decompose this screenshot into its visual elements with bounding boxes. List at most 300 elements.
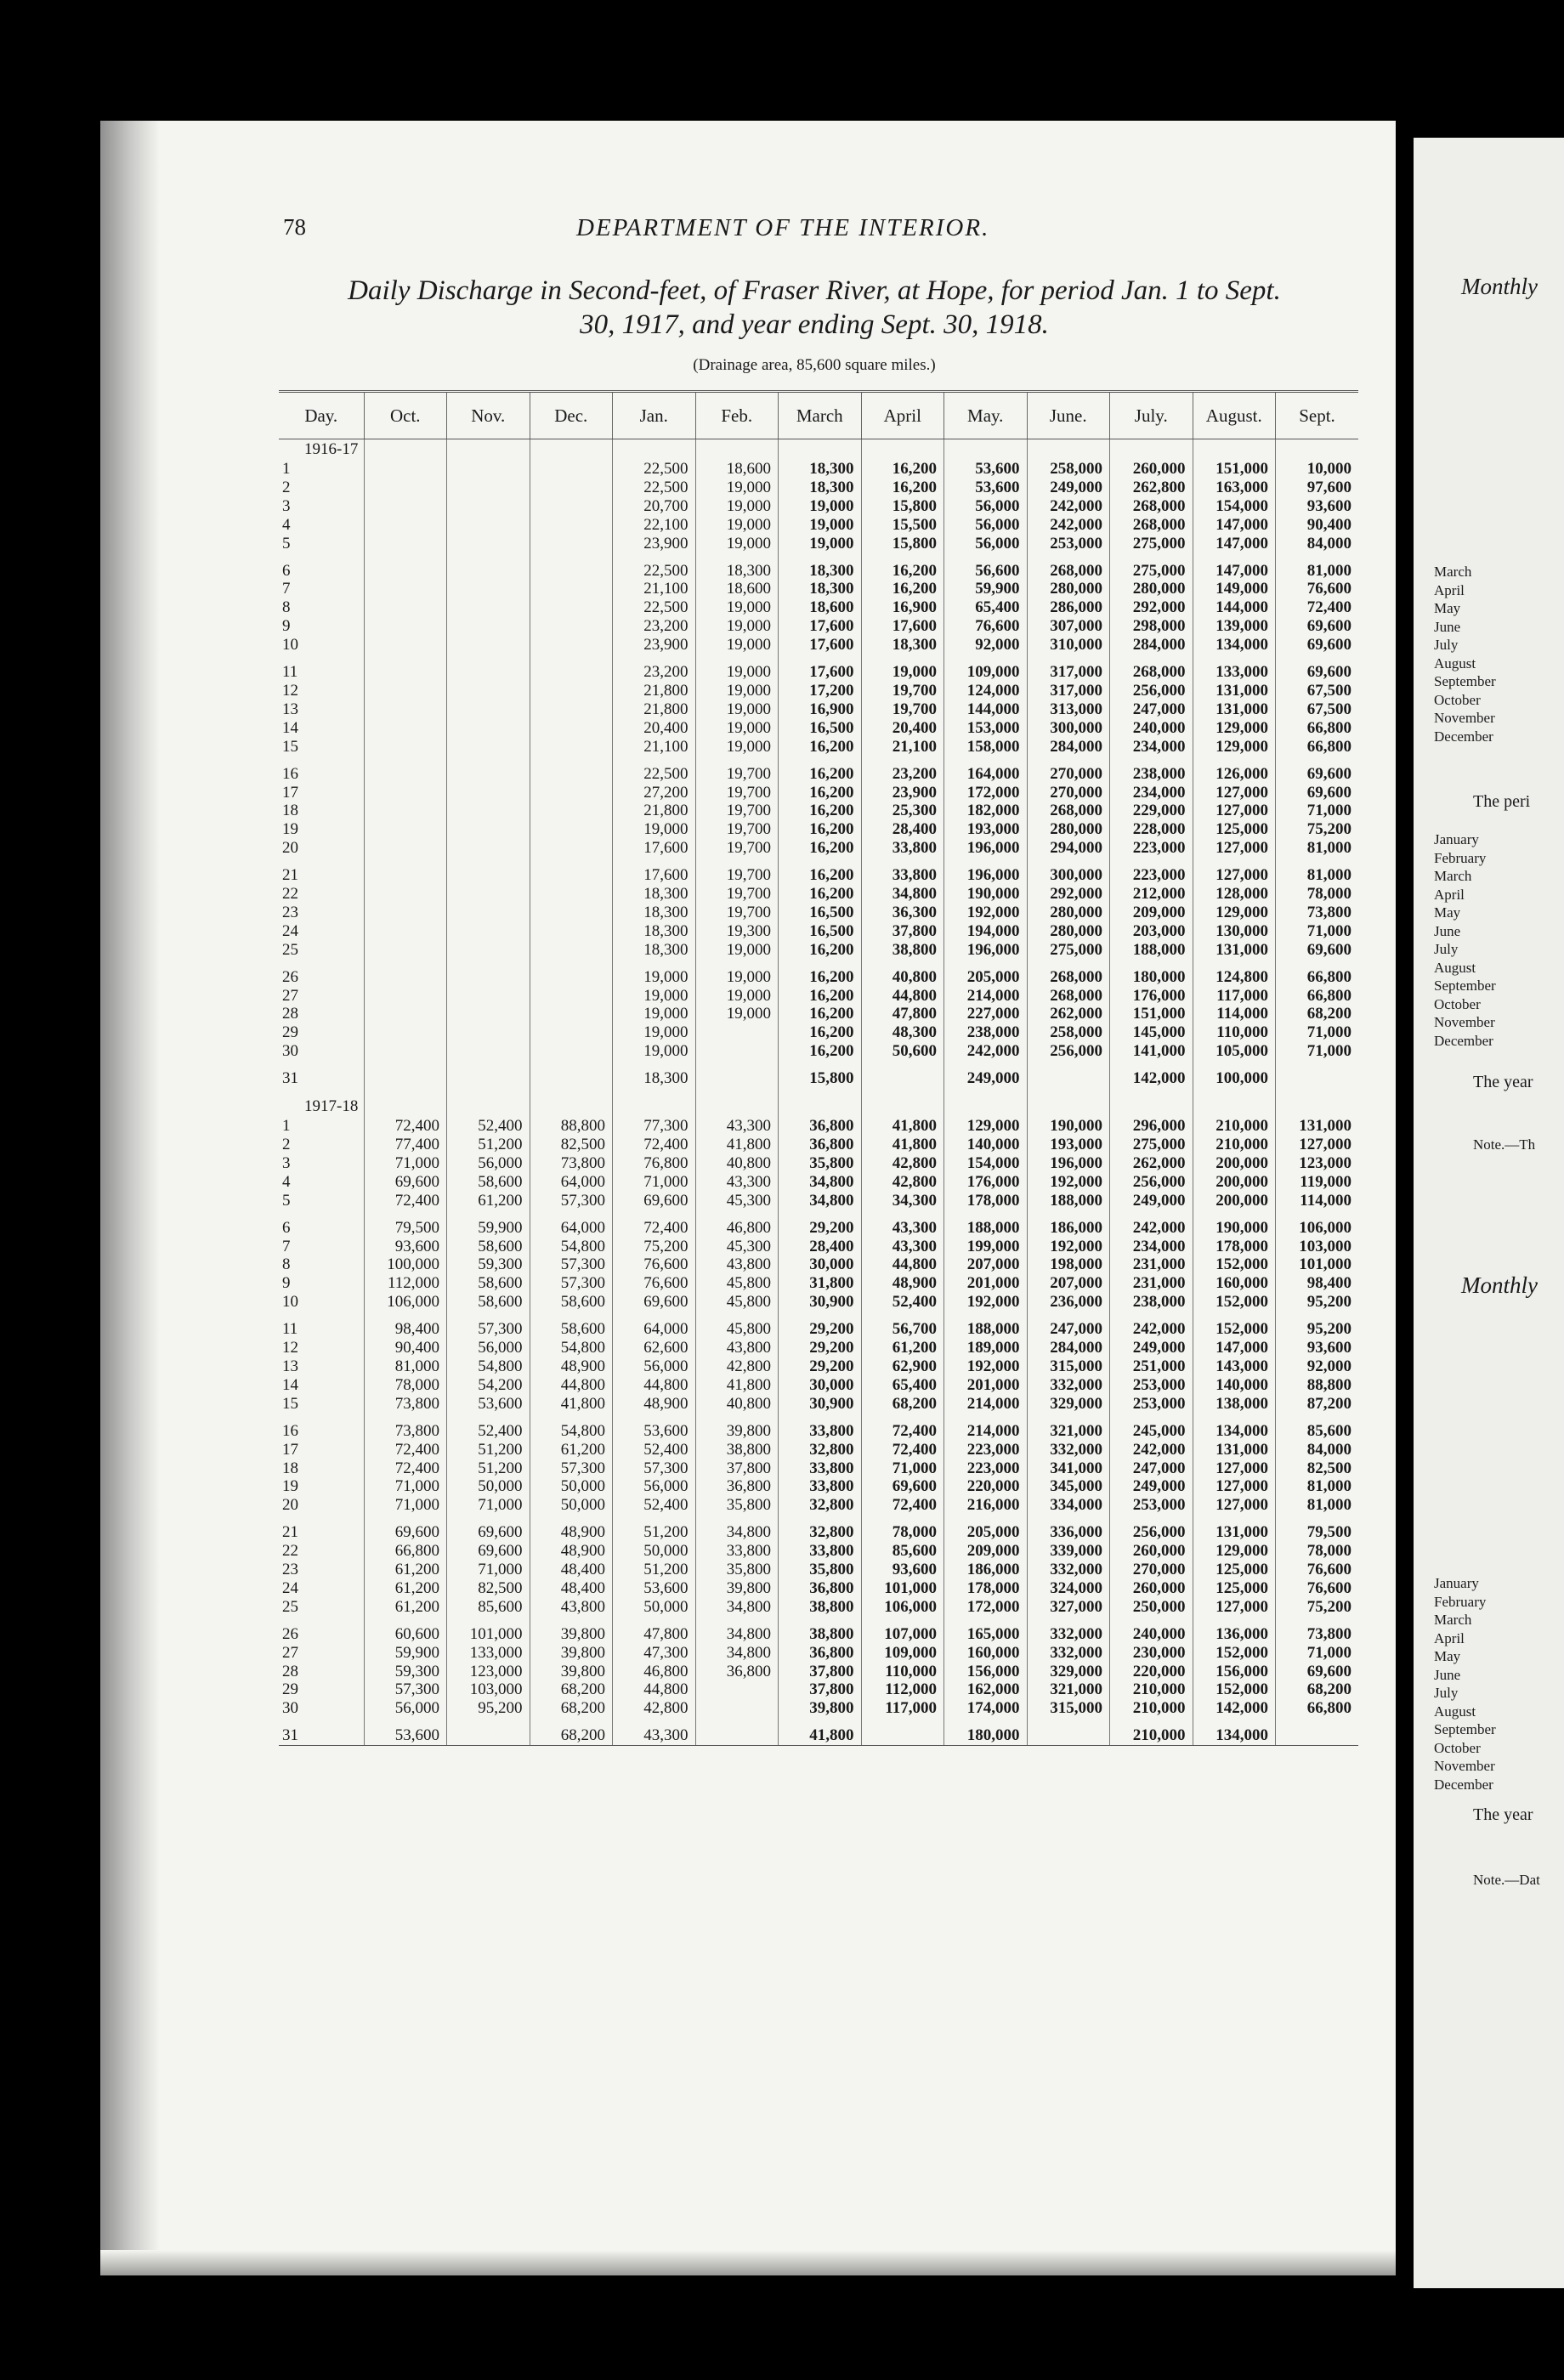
table-row — [279, 1663, 1358, 1681]
value-cell: 134,000 — [1193, 1422, 1276, 1441]
value-cell: 93,600 — [364, 1238, 447, 1256]
value-cell: 58,600 — [447, 1173, 530, 1192]
day-cell: 9 — [282, 617, 291, 636]
day-cell: 11 — [282, 1320, 298, 1339]
value-cell: 107,000 — [861, 1625, 944, 1644]
value-cell: 242,000 — [1027, 516, 1110, 535]
value-cell — [447, 580, 530, 598]
value-cell: 324,000 — [1027, 1579, 1110, 1598]
value-cell: 72,400 — [861, 1422, 944, 1441]
value-cell: 249,000 — [944, 1069, 1028, 1088]
spacer-cell — [1027, 654, 1110, 663]
value-cell: 45,300 — [695, 1238, 779, 1256]
table-row — [279, 1625, 1358, 1644]
value-cell: 34,800 — [695, 1625, 779, 1644]
value-cell: 131,000 — [1193, 1441, 1276, 1459]
table-row — [279, 1136, 1358, 1154]
value-cell: 81,000 — [1276, 1477, 1359, 1496]
table-row — [279, 1561, 1358, 1579]
value-cell — [447, 922, 530, 941]
table-row — [279, 1320, 1358, 1339]
value-cell: 210,000 — [1110, 1726, 1193, 1745]
value-cell: 258,000 — [1027, 460, 1110, 479]
month-label: June — [1434, 618, 1461, 635]
empty-cell — [613, 1096, 696, 1117]
value-cell: 126,000 — [1193, 765, 1276, 784]
spacer-cell — [861, 1617, 944, 1625]
spacer-cell — [530, 1718, 613, 1726]
value-cell: 332,000 — [1027, 1561, 1110, 1579]
value-cell: 20,400 — [861, 719, 944, 738]
spacer-cell — [695, 960, 779, 968]
column-header: Day. — [279, 392, 364, 439]
spacer-cell — [1027, 960, 1110, 968]
month-label: October — [1434, 995, 1481, 1012]
spacer-cell — [279, 1718, 364, 1726]
value-cell: 41,800 — [530, 1395, 613, 1414]
value-cell: 131,000 — [1193, 682, 1276, 700]
group-spacer — [279, 1718, 1358, 1726]
spacer-cell — [530, 553, 613, 562]
value-cell: 127,000 — [1193, 784, 1276, 802]
empty-cell — [1276, 1096, 1359, 1117]
spacer-cell — [861, 1515, 944, 1523]
spacer-cell — [1110, 858, 1193, 866]
day-cell: 14 — [282, 1375, 298, 1394]
value-cell: 200,000 — [1193, 1173, 1276, 1192]
value-cell — [447, 1023, 530, 1042]
value-cell — [695, 1023, 779, 1042]
column-header: July. — [1110, 392, 1193, 439]
value-cell: 207,000 — [1027, 1274, 1110, 1293]
spacer-cell — [279, 553, 364, 562]
value-cell: 260,000 — [1110, 1542, 1193, 1561]
value-cell: 16,500 — [779, 904, 862, 922]
value-cell: 18,300 — [779, 460, 862, 479]
value-cell: 69,600 — [613, 1192, 696, 1210]
spacer-cell — [1027, 756, 1110, 765]
value-cell: 42,800 — [613, 1699, 696, 1718]
table-row — [279, 1005, 1358, 1023]
value-cell: 19,000 — [779, 497, 862, 516]
value-cell: 133,000 — [447, 1644, 530, 1663]
spacer-cell — [861, 1718, 944, 1726]
value-cell: 345,000 — [1027, 1477, 1110, 1496]
value-cell: 234,000 — [1110, 1238, 1193, 1256]
value-cell — [530, 784, 613, 802]
value-cell: 41,800 — [861, 1136, 944, 1154]
month-label: February — [1434, 1593, 1487, 1610]
value-cell: 52,400 — [447, 1117, 530, 1136]
value-cell: 147,000 — [1193, 1339, 1276, 1357]
table-row — [279, 738, 1358, 756]
value-cell: 17,600 — [613, 866, 696, 885]
day-cell: 20 — [282, 1496, 298, 1515]
empty-cell — [447, 1096, 530, 1117]
value-cell: 294,000 — [1027, 839, 1110, 858]
value-cell: 16,200 — [779, 885, 862, 904]
value-cell: 152,000 — [1193, 1255, 1276, 1274]
spacer-cell — [779, 756, 862, 765]
table-row — [279, 1477, 1358, 1496]
day-cell: 25 — [282, 940, 298, 959]
spacer-cell — [530, 1414, 613, 1422]
column-header: August. — [1193, 392, 1276, 439]
value-cell — [530, 636, 613, 654]
value-cell: 130,000 — [1193, 922, 1276, 941]
value-cell: 71,000 — [364, 1477, 447, 1496]
spacer-cell — [1193, 654, 1276, 663]
value-cell: 172,000 — [944, 1598, 1028, 1617]
value-cell: 223,000 — [1110, 866, 1193, 885]
spacer-cell — [530, 654, 613, 663]
table-row — [279, 636, 1358, 654]
value-cell: 139,000 — [1193, 617, 1276, 636]
spacer-cell — [364, 756, 447, 765]
value-cell: 56,000 — [944, 497, 1028, 516]
spacer-cell — [1110, 553, 1193, 562]
value-cell: 17,200 — [779, 682, 862, 700]
table-row — [279, 885, 1358, 904]
value-cell: 19,000 — [779, 535, 862, 553]
value-cell: 129,000 — [1193, 719, 1276, 738]
value-cell — [364, 535, 447, 553]
table-row — [279, 1173, 1358, 1192]
spacer-cell — [1276, 756, 1359, 765]
spacer-cell — [447, 1414, 530, 1422]
right-note-1: Note.—Th — [1473, 1136, 1536, 1153]
spacer-cell — [944, 654, 1028, 663]
spacer-cell — [447, 1312, 530, 1320]
value-cell: 23,200 — [613, 617, 696, 636]
value-cell: 39,800 — [779, 1699, 862, 1718]
value-cell: 321,000 — [1027, 1680, 1110, 1699]
value-cell: 18,300 — [779, 479, 862, 497]
value-cell — [447, 719, 530, 738]
group-spacer — [279, 1088, 1358, 1096]
value-cell: 114,000 — [1193, 1005, 1276, 1023]
spacer-cell — [779, 1718, 862, 1726]
table-row — [279, 479, 1358, 497]
table-row — [279, 1699, 1358, 1718]
value-cell: 52,400 — [447, 1422, 530, 1441]
empty-cell — [1276, 439, 1359, 461]
value-cell: 152,000 — [1193, 1320, 1276, 1339]
value-cell: 75,200 — [1276, 1598, 1359, 1617]
day-cell: 20 — [282, 839, 298, 858]
value-cell: 19,000 — [695, 636, 779, 654]
value-cell: 106,000 — [1276, 1219, 1359, 1238]
value-cell: 23,900 — [613, 535, 696, 553]
month-label: February — [1434, 849, 1487, 866]
value-cell: 298,000 — [1110, 617, 1193, 636]
value-cell: 280,000 — [1027, 922, 1110, 941]
spacer-cell — [1276, 1088, 1359, 1096]
value-cell: 78,000 — [1276, 885, 1359, 904]
value-cell: 72,400 — [861, 1496, 944, 1515]
value-cell: 54,800 — [447, 1357, 530, 1376]
value-cell: 192,000 — [1027, 1238, 1110, 1256]
value-cell — [530, 479, 613, 497]
value-cell: 17,600 — [613, 839, 696, 858]
spacer-cell — [613, 1061, 696, 1069]
value-cell: 73,800 — [1276, 1625, 1359, 1644]
day-cell: 31 — [279, 1726, 364, 1745]
spacer-cell — [613, 858, 696, 866]
value-cell: 17,600 — [779, 617, 862, 636]
value-cell — [530, 839, 613, 858]
spacer-cell — [447, 553, 530, 562]
value-cell: 165,000 — [944, 1625, 1028, 1644]
value-cell: 62,600 — [613, 1339, 696, 1357]
value-cell — [364, 636, 447, 654]
spacer-cell — [861, 960, 944, 968]
value-cell: 48,900 — [530, 1357, 613, 1376]
value-cell: 19,000 — [695, 987, 779, 1006]
month-label: June — [1434, 1666, 1461, 1683]
spacer-cell — [779, 1617, 862, 1625]
value-cell: 61,200 — [364, 1598, 447, 1617]
value-cell — [364, 663, 447, 682]
spacer-cell — [1027, 1088, 1110, 1096]
day-cell: 5 — [282, 534, 291, 552]
value-cell: 21,800 — [613, 682, 696, 700]
group-spacer — [279, 1617, 1358, 1625]
value-cell: 268,000 — [1027, 987, 1110, 1006]
table-row — [279, 516, 1358, 535]
value-cell: 270,000 — [1027, 784, 1110, 802]
value-cell: 95,200 — [1276, 1293, 1359, 1312]
spacer-cell — [279, 1312, 364, 1320]
month-label: December — [1434, 728, 1493, 745]
value-cell — [530, 866, 613, 885]
day-cell: 11 — [282, 663, 298, 682]
spacer-cell — [779, 1515, 862, 1523]
value-cell: 329,000 — [1027, 1663, 1110, 1681]
value-cell: 42,800 — [695, 1357, 779, 1376]
value-cell: 44,800 — [861, 1255, 944, 1274]
value-cell: 292,000 — [1110, 598, 1193, 617]
value-cell: 41,800 — [695, 1136, 779, 1154]
value-cell: 76,600 — [1276, 1561, 1359, 1579]
value-cell: 200,000 — [1193, 1192, 1276, 1210]
spacer-cell — [364, 553, 447, 562]
value-cell: 19,700 — [695, 784, 779, 802]
value-cell — [364, 922, 447, 941]
table-header — [279, 392, 1358, 439]
value-cell: 85,600 — [1276, 1422, 1359, 1441]
value-cell: 81,000 — [1276, 839, 1359, 858]
value-cell: 101,000 — [447, 1625, 530, 1644]
value-cell: 34,800 — [695, 1598, 779, 1617]
value-cell: 36,800 — [779, 1117, 862, 1136]
value-cell: 36,800 — [695, 1663, 779, 1681]
value-cell: 160,000 — [1193, 1274, 1276, 1293]
column-header: April — [861, 392, 944, 439]
value-cell: 19,000 — [695, 516, 779, 535]
value-cell: 101,000 — [1276, 1255, 1359, 1274]
value-cell: 60,600 — [364, 1625, 447, 1644]
value-cell: 39,800 — [530, 1663, 613, 1681]
value-cell: 16,200 — [779, 1042, 862, 1061]
day-cell: 18 — [282, 1459, 298, 1477]
value-cell: 45,300 — [695, 1192, 779, 1210]
value-cell: 214,000 — [944, 987, 1028, 1006]
spacer-cell — [530, 756, 613, 765]
value-cell: 18,300 — [779, 562, 862, 581]
value-cell: 72,400 — [613, 1136, 696, 1154]
right-text-3: The year — [1473, 1805, 1533, 1824]
right-page-edge — [1414, 138, 1564, 2288]
value-cell: 249,000 — [1110, 1192, 1193, 1210]
value-cell: 190,000 — [1027, 1117, 1110, 1136]
value-cell: 19,000 — [695, 1005, 779, 1023]
value-cell — [530, 987, 613, 1006]
value-cell: 19,000 — [695, 682, 779, 700]
value-cell — [447, 535, 530, 553]
page-bottom-shadow — [100, 2250, 1396, 2275]
value-cell — [530, 1042, 613, 1061]
spacer-cell — [1193, 756, 1276, 765]
day-cell: 3 — [282, 1153, 291, 1172]
value-cell: 16,200 — [779, 839, 862, 858]
day-cell: 14 — [282, 718, 298, 737]
value-cell: 57,300 — [530, 1459, 613, 1478]
spacer-cell — [279, 1414, 364, 1422]
value-cell: 145,000 — [1110, 1023, 1193, 1042]
table-row — [279, 580, 1358, 598]
value-cell: 51,200 — [613, 1561, 696, 1579]
spacer-cell — [447, 1061, 530, 1069]
value-cell: 147,000 — [1193, 562, 1276, 581]
month-label: April — [1434, 581, 1465, 598]
value-cell — [530, 968, 613, 987]
day-cell: 30 — [282, 1042, 298, 1061]
value-cell: 52,400 — [613, 1441, 696, 1459]
value-cell: 19,000 — [613, 1042, 696, 1061]
value-cell: 15,500 — [861, 516, 944, 535]
value-cell: 18,300 — [613, 904, 696, 922]
value-cell: 18,300 — [613, 1069, 696, 1088]
table-row — [279, 1459, 1358, 1478]
table-row — [279, 1441, 1358, 1459]
value-cell: 43,300 — [695, 1173, 779, 1192]
value-cell: 56,000 — [447, 1154, 530, 1173]
value-cell: 209,000 — [1110, 904, 1193, 922]
spacer-cell — [613, 960, 696, 968]
value-cell: 73,800 — [1276, 904, 1359, 922]
value-cell: 57,300 — [364, 1680, 447, 1699]
value-cell — [447, 820, 530, 839]
value-cell: 16,200 — [779, 987, 862, 1006]
day-cell: 15 — [282, 1394, 298, 1413]
month-label: August — [1434, 654, 1476, 672]
table-row — [279, 820, 1358, 839]
value-cell: 41,800 — [695, 1376, 779, 1395]
value-cell: 56,000 — [613, 1477, 696, 1496]
spacer-cell — [1193, 553, 1276, 562]
value-cell: 76,800 — [613, 1154, 696, 1173]
value-cell: 223,000 — [944, 1441, 1028, 1459]
value-cell: 51,200 — [613, 1523, 696, 1542]
value-cell: 238,000 — [944, 1023, 1028, 1042]
table-title-line2: 30, 1917, and year ending Sept. 30, 1918. — [580, 309, 1049, 340]
value-cell: 152,000 — [1193, 1680, 1276, 1699]
value-cell: 19,000 — [695, 497, 779, 516]
value-cell: 29,200 — [779, 1320, 862, 1339]
value-cell: 201,000 — [944, 1274, 1028, 1293]
spacer-cell — [364, 1210, 447, 1219]
day-cell: 10 — [282, 636, 298, 654]
day-cell: 5 — [282, 1191, 291, 1210]
value-cell: 251,000 — [1110, 1357, 1193, 1376]
value-cell: 65,400 — [861, 1376, 944, 1395]
value-cell: 36,300 — [861, 904, 944, 922]
value-cell: 57,300 — [447, 1320, 530, 1339]
value-cell: 247,000 — [1110, 1459, 1193, 1478]
value-cell — [447, 784, 530, 802]
value-cell: 30,000 — [779, 1376, 862, 1395]
value-cell — [447, 839, 530, 858]
value-cell: 317,000 — [1027, 663, 1110, 682]
value-cell: 35,800 — [779, 1561, 862, 1579]
table-row — [279, 922, 1358, 941]
value-cell: 209,000 — [944, 1542, 1028, 1561]
spacer-cell — [1110, 1088, 1193, 1096]
month-label: September — [1434, 978, 1496, 994]
spacer-cell — [861, 1312, 944, 1320]
value-cell: 19,700 — [861, 682, 944, 700]
value-cell: 36,800 — [695, 1477, 779, 1496]
spacer-cell — [613, 1088, 696, 1096]
value-cell: 68,200 — [1276, 1680, 1359, 1699]
value-cell: 228,000 — [1110, 820, 1193, 839]
table-title-line1: Daily Discharge in Second-feet, of Fraser River, at Hope, for period Jan. 1 to Sept. — [348, 275, 1281, 306]
value-cell: 92,000 — [1276, 1357, 1359, 1376]
value-cell: 50,600 — [861, 1042, 944, 1061]
day-cell: 8 — [282, 1255, 291, 1274]
table-row — [279, 1376, 1358, 1395]
value-cell: 69,600 — [447, 1523, 530, 1542]
value-cell: 22,500 — [613, 460, 696, 479]
value-cell — [364, 941, 447, 960]
spacer-cell — [279, 1210, 364, 1219]
spacer-cell — [1110, 654, 1193, 663]
value-cell: 210,000 — [1193, 1136, 1276, 1154]
column-header: Sept. — [1276, 392, 1359, 439]
value-cell: 28,400 — [779, 1238, 862, 1256]
spacer-cell — [944, 553, 1028, 562]
value-cell: 43,800 — [695, 1339, 779, 1357]
value-cell: 39,800 — [530, 1625, 613, 1644]
value-cell: 69,600 — [861, 1477, 944, 1496]
value-cell — [364, 802, 447, 820]
value-cell: 112,000 — [364, 1274, 447, 1293]
value-cell: 32,800 — [779, 1496, 862, 1515]
value-cell: 31,800 — [779, 1274, 862, 1293]
value-cell — [447, 765, 530, 784]
spacer-cell — [530, 960, 613, 968]
value-cell: 315,000 — [1027, 1357, 1110, 1376]
value-cell: 50,000 — [530, 1496, 613, 1515]
value-cell: 284,000 — [1027, 738, 1110, 756]
spacer-cell — [1110, 960, 1193, 968]
value-cell: 142,000 — [1110, 1069, 1193, 1088]
value-cell — [447, 562, 530, 581]
value-cell: 33,800 — [779, 1459, 862, 1478]
table-row — [279, 1422, 1358, 1441]
table-subtitle: (Drainage area, 85,600 square miles.) — [693, 356, 936, 374]
